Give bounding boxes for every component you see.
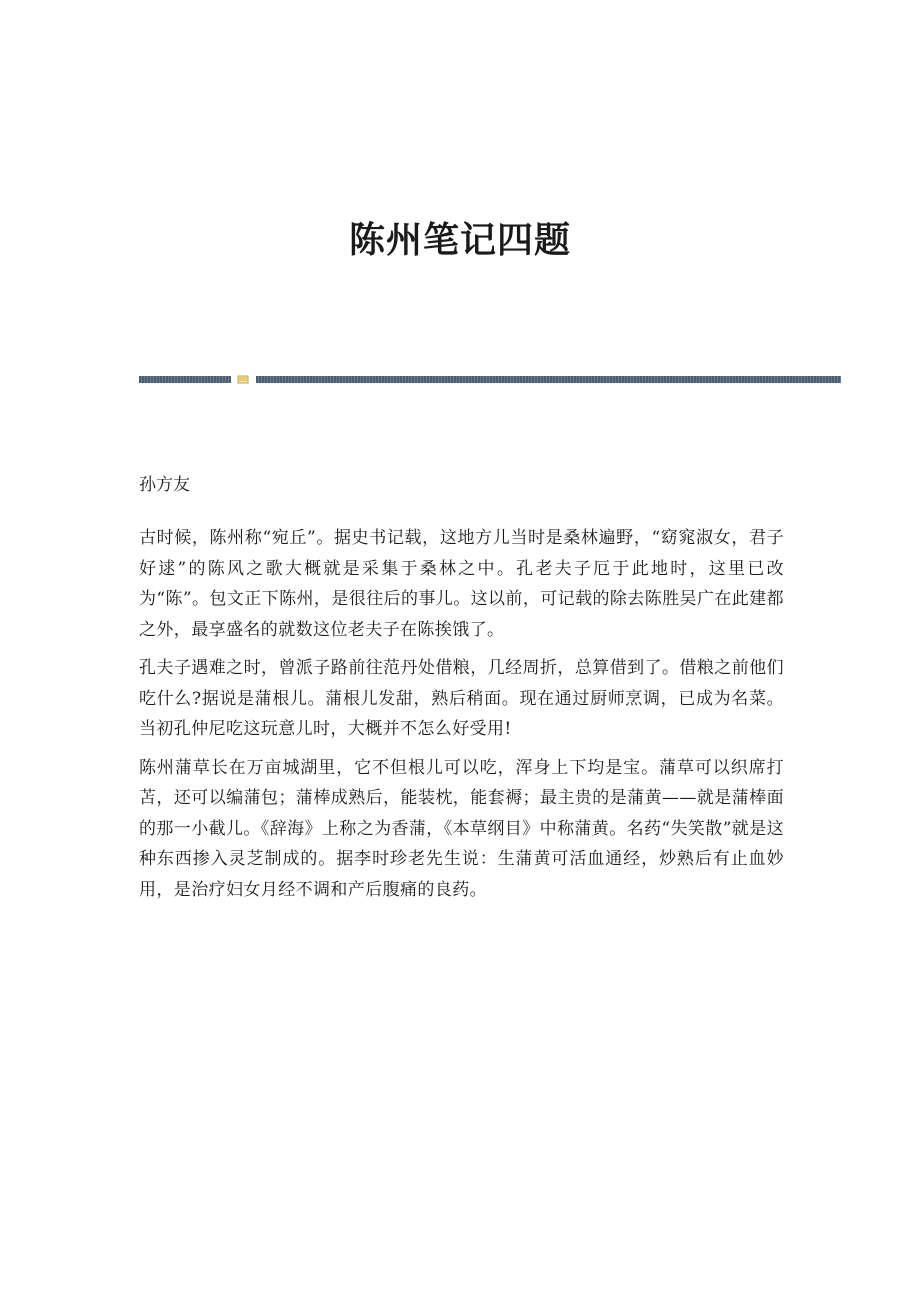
divider-bar-right — [256, 376, 841, 383]
document-title: 陈州笔记四题 — [348, 219, 571, 261]
article-body — [139, 523, 784, 913]
paragraph: 古时候，陈州称“宛丘”。据史书记载，这地方儿当时是桑林遍野，“窈窕淑女，君子好逑”的陈风之歌大概就是采集于桑林之中。孔老夫子厄于此地时，这里已改为“陈”。包文正下陈州，是很往后的事儿。这以前，可记载的除去陈胜吴广在此建都之外，最享盛名的就数这位老夫子在陈挨饿了。 — [139, 528, 784, 640]
title-divider — [139, 372, 841, 386]
author-name: 孙方友 — [139, 475, 190, 495]
paragraph: 孔夫子遇难之时，曾派子路前往范丹处借粮，几经周折，总算借到了。借粮之前他们吃什么?据说是蒲根儿。蒲根儿发甜，熟后稍面。现在通过厨师烹调，已成为名菜。当初孔仲尼吃这玩意儿时，大概并不怎么好受用! — [139, 658, 784, 739]
divider-bar-left — [139, 376, 231, 383]
ornament-icon — [237, 373, 249, 385]
paragraph: 陈州蒲草长在万亩城湖里，它不但根儿可以吃，浑身上下均是宝。蒲草可以织席打苫，还可以编蒲包；蒲棒成熟后，能装枕，能套褥；最主贵的是蒲黄——就是蒲棒面的那一小截儿。《辞海》上称之为香蒲，《本草纲目》中称蒲黄。名药“失笑散”就是这种东西掺入灵芝制成的。据李时珍老先生说：生蒲黄可活血通经，炒熟后有止血妙用，是治疗妇女月经不调和产后腹痛的良药。 — [139, 757, 784, 900]
